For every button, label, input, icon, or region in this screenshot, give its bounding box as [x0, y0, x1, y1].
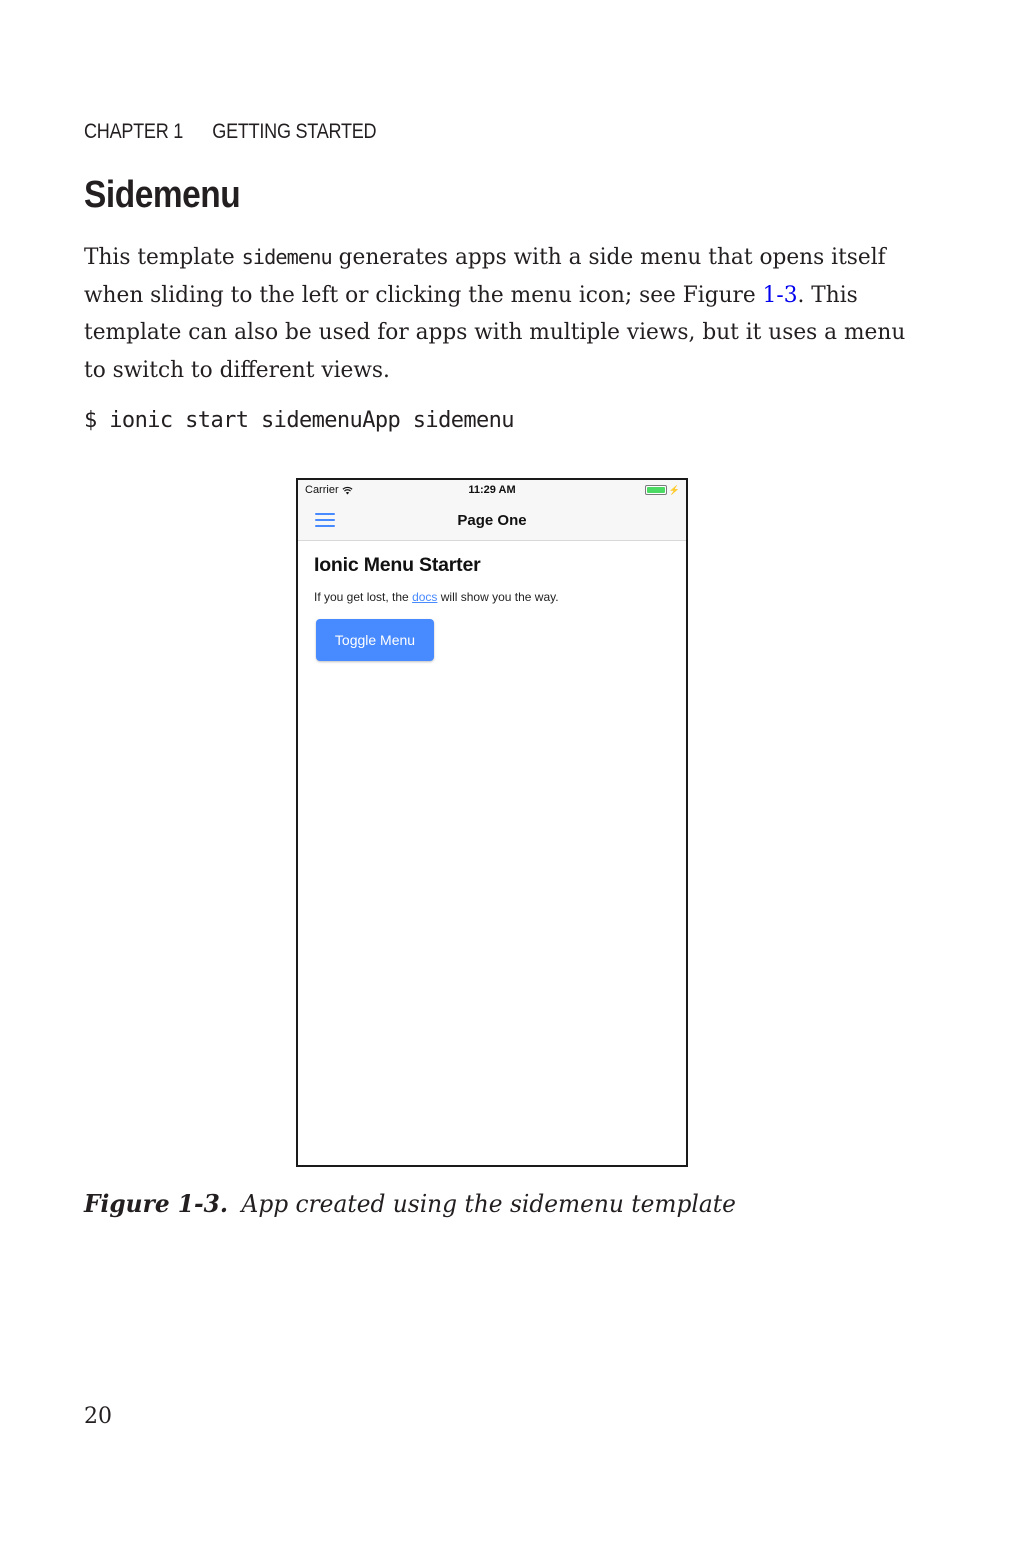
- page-number: 20: [84, 1404, 112, 1429]
- paragraph-text: generates apps with a side menu that opens itself: [331, 245, 886, 270]
- figure-label: Figure 1-3.: [84, 1189, 228, 1218]
- section-title: Sidemenu: [84, 174, 241, 216]
- docs-link[interactable]: docs: [412, 590, 438, 604]
- toggle-menu-button[interactable]: Toggle Menu: [316, 619, 434, 661]
- figure-caption-text: App created using the sidemenu template: [241, 1190, 736, 1218]
- content-text-before: If you get lost, the: [314, 590, 413, 604]
- paragraph-text: template can also be used for apps with multiple views, but it uses a menu: [84, 320, 906, 345]
- content-heading: Ionic Menu Starter: [314, 554, 481, 576]
- app-toolbar: [298, 500, 686, 541]
- figure-caption: [84, 1189, 736, 1218]
- battery-icon: [645, 485, 680, 495]
- paragraph-text: when sliding to the left or clicking the menu icon; see Figure: [84, 282, 763, 308]
- chapter-title: GETTING STARTED: [212, 120, 377, 143]
- paragraph-text: This template: [84, 245, 242, 270]
- carrier-label: Carrier: [305, 484, 339, 496]
- content-text-after: will show you the way.: [437, 590, 559, 604]
- status-bar: [298, 480, 686, 500]
- content-text: [314, 590, 670, 604]
- inline-code: sidemenu: [241, 245, 332, 269]
- chapter-label: CHAPTER 1: [84, 120, 184, 143]
- bolt-icon: ⚡: [668, 485, 680, 495]
- toolbar-title: Page One: [457, 512, 527, 529]
- paragraph-text: to switch to different views.: [84, 357, 390, 383]
- status-time: 11:29 AM: [468, 484, 516, 496]
- app-content: [298, 541, 686, 661]
- body-paragraph: [84, 239, 906, 389]
- running-head: [84, 120, 376, 144]
- command-line: $ ionic start sidemenuApp sidemenu: [84, 408, 514, 433]
- paragraph-text: . This: [797, 282, 858, 308]
- app-screenshot: [296, 478, 688, 1167]
- figure-reference-link[interactable]: 1-3: [762, 282, 798, 308]
